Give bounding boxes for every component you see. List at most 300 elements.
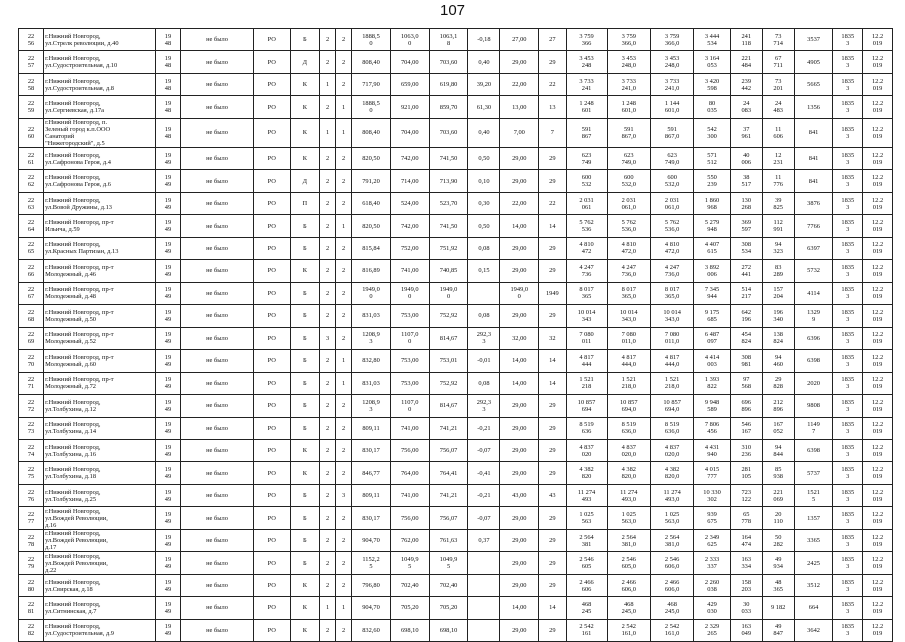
table-cell: 4 431 940 <box>694 439 731 461</box>
table-cell: РО <box>254 305 291 327</box>
table-cell: 2 564 381 <box>566 529 607 551</box>
table-cell: 12.2 019 <box>863 462 893 484</box>
address-cell: г.Нижний Новгород, ул.Толбухина, д.12 <box>44 395 156 417</box>
table-cell: 29,00 <box>500 529 539 551</box>
table-cell: 1107,0 0 <box>390 327 429 349</box>
table-cell: 1949 <box>539 282 566 304</box>
table-cell: 19 49 <box>155 417 180 439</box>
table-cell: 742,00 <box>390 147 429 169</box>
table-cell: 623 749 <box>566 147 607 169</box>
table-cell: 1835 3 <box>833 484 863 506</box>
table-cell: -0,41 <box>468 462 500 484</box>
table-cell: 1835 3 <box>833 619 863 641</box>
table-cell: 2 <box>320 215 336 237</box>
address-cell: г.Нижний Новгород, пр-т Молодежный, д.50 <box>44 305 156 327</box>
table-cell: 2 <box>336 552 352 574</box>
table-cell: 29,00 <box>500 305 539 327</box>
table-cell: 4114 <box>794 282 833 304</box>
table-cell: 2 <box>320 282 336 304</box>
table-cell <box>468 574 500 596</box>
table-cell: 741,21 <box>429 484 468 506</box>
table-cell: Б <box>290 484 320 506</box>
address-cell: г.Нижний Новгород, ул.Судостроительная, д.10 <box>44 51 156 73</box>
table-cell: 1 <box>320 118 336 147</box>
table-cell: 73 201 <box>762 73 794 95</box>
table-cell: 19 48 <box>155 51 180 73</box>
table-cell: Б <box>290 350 320 372</box>
table-cell: 2 <box>320 507 336 529</box>
table-cell: 19 49 <box>155 192 180 214</box>
table-row <box>19 439 893 461</box>
address-cell: г.Нижний Новгород, ул.Толбухина, д.14 <box>44 417 156 439</box>
table-cell: 705,20 <box>429 597 468 619</box>
table-cell: 1 <box>336 597 352 619</box>
table-cell: 50 282 <box>762 529 794 551</box>
table-cell: 2 <box>336 29 352 51</box>
table-cell: 841 <box>794 118 833 147</box>
table-cell: не было <box>181 147 254 169</box>
table-cell: 292,3 3 <box>468 327 500 349</box>
table-cell: 1 521 218 <box>566 372 607 394</box>
table-cell: 2 <box>336 237 352 259</box>
table-cell: 11 776 <box>762 170 794 192</box>
table-cell: 38 517 <box>730 170 762 192</box>
table-cell: 2 <box>320 170 336 192</box>
table-cell: 29 <box>539 260 566 282</box>
table-cell: 22 58 <box>19 73 44 95</box>
table-cell: 2 <box>336 439 352 461</box>
table-cell: 2 <box>336 73 352 95</box>
table-cell: 1835 3 <box>833 170 863 192</box>
table-cell: 8 519 636,0 <box>607 417 650 439</box>
table-cell: 2 <box>336 282 352 304</box>
table-cell: 1835 3 <box>833 439 863 461</box>
table-cell: 3 164 053 <box>694 51 731 73</box>
table-cell: 29 <box>539 395 566 417</box>
table-cell: 27 <box>539 29 566 51</box>
table-cell: РО <box>254 96 291 118</box>
table-cell: 714,00 <box>390 170 429 192</box>
table-cell: 29,00 <box>500 619 539 641</box>
table-cell: 1835 3 <box>833 192 863 214</box>
table-cell: 12.2 019 <box>863 350 893 372</box>
table-cell: 22 64 <box>19 215 44 237</box>
table-row <box>19 73 893 95</box>
table-cell: 7 080 011,0 <box>607 327 650 349</box>
table-cell: 49 847 <box>762 619 794 641</box>
table-cell: 19 49 <box>155 395 180 417</box>
table-cell: 3 759 366,0 <box>650 29 693 51</box>
table-cell: 65 778 <box>730 507 762 529</box>
table-cell: 7 080 011,0 <box>650 327 693 349</box>
table-row <box>19 51 893 73</box>
table-cell: 8 519 636 <box>566 417 607 439</box>
table-cell: Б <box>290 215 320 237</box>
table-cell: 2 <box>320 552 336 574</box>
table-cell: 1 860 968 <box>694 192 731 214</box>
table-cell: 49 934 <box>762 552 794 574</box>
table-cell: 29,00 <box>500 170 539 192</box>
table-cell: 112 991 <box>762 215 794 237</box>
table-cell: 10 014 343,0 <box>650 305 693 327</box>
table-cell: 2 <box>320 29 336 51</box>
table-cell: 13 <box>539 96 566 118</box>
table-cell: 3 <box>320 327 336 349</box>
table-cell: 39,20 <box>468 73 500 95</box>
table-cell: 1835 3 <box>833 237 863 259</box>
table-cell: 814,67 <box>429 395 468 417</box>
address-cell: г.Нижний Новгород, ул.Сергиевская, д.17а <box>44 96 156 118</box>
table-cell: 19 49 <box>155 529 180 551</box>
table-cell: 2 <box>336 395 352 417</box>
table-cell: 12.2 019 <box>863 215 893 237</box>
table-cell: 0,10 <box>468 170 500 192</box>
table-cell: 19 48 <box>155 118 180 147</box>
table-row <box>19 597 893 619</box>
table-cell: 809,11 <box>352 484 391 506</box>
table-cell: 830,17 <box>352 507 391 529</box>
table-cell: 7 345 944 <box>694 282 731 304</box>
table-cell: 29 <box>539 147 566 169</box>
table-row <box>19 29 893 51</box>
table-cell: 429 030 <box>694 597 731 619</box>
table-cell: 29 <box>539 439 566 461</box>
table-cell: 814,67 <box>429 327 468 349</box>
table-cell: 196 340 <box>762 305 794 327</box>
table-row <box>19 147 893 169</box>
table-cell: 752,00 <box>390 237 429 259</box>
table-cell: 2 <box>336 619 352 641</box>
table-cell: 5732 <box>794 260 833 282</box>
table-cell: 3 <box>336 484 352 506</box>
table-cell: 3 892 006 <box>694 260 731 282</box>
table-cell: 1835 3 <box>833 507 863 529</box>
table-cell: К <box>290 147 320 169</box>
table-cell: 591 867 <box>566 118 607 147</box>
table-cell: 22 76 <box>19 484 44 506</box>
table-cell: не было <box>181 552 254 574</box>
table-cell: 0,15 <box>468 260 500 282</box>
table-cell: 659,00 <box>390 73 429 95</box>
table-cell: 97 568 <box>730 372 762 394</box>
table-row <box>19 215 893 237</box>
table-cell: -0,21 <box>468 484 500 506</box>
table-cell: 808,40 <box>352 118 391 147</box>
table-cell: 832,60 <box>352 619 391 641</box>
table-cell: 762,00 <box>390 529 429 551</box>
table-cell: 4 414 003 <box>694 350 731 372</box>
address-cell: г.Нижний Новгород, ул.Толбухина, д.16 <box>44 439 156 461</box>
table-cell: 22 81 <box>19 597 44 619</box>
table-cell: 741,00 <box>390 417 429 439</box>
table-cell: 2020 <box>794 372 833 394</box>
table-cell: 1888,5 0 <box>352 29 391 51</box>
table-cell: 2 <box>320 51 336 73</box>
table-cell: 1835 3 <box>833 305 863 327</box>
table-cell: 1 <box>320 73 336 95</box>
table-row <box>19 417 893 439</box>
table-cell <box>468 282 500 304</box>
table-cell: 22 70 <box>19 350 44 372</box>
table-cell: 19 49 <box>155 260 180 282</box>
table-row <box>19 552 893 574</box>
table-cell: 12.2 019 <box>863 51 893 73</box>
table-cell: 221 069 <box>762 484 794 506</box>
table-cell: 32 <box>539 327 566 349</box>
table-cell: 1835 3 <box>833 529 863 551</box>
table-cell: 2 <box>320 439 336 461</box>
table-cell: 22 80 <box>19 574 44 596</box>
table-cell: 10 014 343,0 <box>607 305 650 327</box>
table-cell: 1949,0 0 <box>500 282 539 304</box>
table-cell: 37 961 <box>730 118 762 147</box>
table-cell: 5 279 948 <box>694 215 731 237</box>
table-cell: 94 844 <box>762 439 794 461</box>
table-cell: Д <box>290 51 320 73</box>
table-cell: 3876 <box>794 192 833 214</box>
table-cell: 29 828 <box>762 372 794 394</box>
table-cell: 12.2 019 <box>863 73 893 95</box>
table-cell: 19 49 <box>155 574 180 596</box>
table-cell: 2425 <box>794 552 833 574</box>
table-cell: 12.2 019 <box>863 372 893 394</box>
table-cell: 1 <box>320 597 336 619</box>
table-cell: 22 68 <box>19 305 44 327</box>
table-cell: 2 333 337 <box>694 552 731 574</box>
table-cell: 29 <box>539 552 566 574</box>
table-cell: 546 167 <box>730 417 762 439</box>
table-cell: 2 546 605,0 <box>607 552 650 574</box>
table-cell: РО <box>254 597 291 619</box>
table-cell: 2 <box>336 529 352 551</box>
table-cell: 741,00 <box>390 260 429 282</box>
table-cell: не было <box>181 170 254 192</box>
address-cell: г.Нижний Новгород, п. Зеленый город к.п.ООО Санаторий "Нижегородский", д.5 <box>44 118 156 147</box>
table-cell: 12.2 019 <box>863 395 893 417</box>
table-cell: 5 762 536,0 <box>607 215 650 237</box>
table-cell: 1 025 563,0 <box>607 507 650 529</box>
table-cell: 808,40 <box>352 51 391 73</box>
table-cell: 550 239 <box>694 170 731 192</box>
table-cell: 2 <box>336 417 352 439</box>
table-cell: 241 118 <box>730 29 762 51</box>
table-cell: Б <box>290 282 320 304</box>
table-cell: 7,00 <box>500 118 539 147</box>
table-cell: 19 49 <box>155 484 180 506</box>
table-cell: 524,00 <box>390 192 429 214</box>
table-cell: 704,00 <box>390 118 429 147</box>
table-cell: 2 260 038 <box>694 574 731 596</box>
table-cell: 8 017 365 <box>566 282 607 304</box>
table-cell: РО <box>254 215 291 237</box>
table-cell: 4 247 736,0 <box>607 260 650 282</box>
table-cell: 4 837 020,0 <box>607 439 650 461</box>
table-cell: 1835 3 <box>833 73 863 95</box>
table-cell: 2 <box>336 170 352 192</box>
table-cell: 1835 3 <box>833 282 863 304</box>
table-cell: 3 733 241,0 <box>650 73 693 95</box>
table-cell: 454 824 <box>730 327 762 349</box>
table-cell: 815,84 <box>352 237 391 259</box>
data-table <box>18 28 893 642</box>
table-cell: 12.2 019 <box>863 597 893 619</box>
table-cell: 32,00 <box>500 327 539 349</box>
table-cell: 29,00 <box>500 147 539 169</box>
table-row <box>19 395 893 417</box>
table-cell: 4 810 472,0 <box>607 237 650 259</box>
table-cell: 292,3 3 <box>468 395 500 417</box>
table-cell: 22 82 <box>19 619 44 641</box>
table-cell: 19 48 <box>155 29 180 51</box>
table-cell: не было <box>181 327 254 349</box>
table-cell: 83 289 <box>762 260 794 282</box>
table-cell: 702,40 <box>390 574 429 596</box>
table-cell: 39 825 <box>762 192 794 214</box>
table-cell: 12.2 019 <box>863 574 893 596</box>
table-cell: 20 110 <box>762 507 794 529</box>
table-cell: 841 <box>794 147 833 169</box>
table-cell: 1 <box>336 96 352 118</box>
table-cell: 1 521 218,0 <box>650 372 693 394</box>
table-cell: РО <box>254 619 291 641</box>
table-cell: не было <box>181 372 254 394</box>
table-cell: 3 759 366,0 <box>607 29 650 51</box>
table-cell: не было <box>181 215 254 237</box>
table-cell: 0,50 <box>468 147 500 169</box>
table-cell: 904,70 <box>352 597 391 619</box>
table-cell: 571 512 <box>694 147 731 169</box>
table-cell: 761,63 <box>429 529 468 551</box>
table-cell: 704,00 <box>390 51 429 73</box>
table-cell: 703,60 <box>429 118 468 147</box>
table-cell: 0,08 <box>468 237 500 259</box>
table-cell: 1356 <box>794 96 833 118</box>
table-cell: 2 <box>320 395 336 417</box>
table-row <box>19 282 893 304</box>
table-cell: 2 <box>320 192 336 214</box>
table-cell: 212 896 <box>762 395 794 417</box>
table-cell: 2 <box>320 417 336 439</box>
table-cell: 29 <box>539 462 566 484</box>
table-cell: 12 231 <box>762 147 794 169</box>
table-cell: 0,08 <box>468 372 500 394</box>
table-cell: 1835 3 <box>833 51 863 73</box>
table-cell: 1835 3 <box>833 147 863 169</box>
table-cell: 741,00 <box>390 484 429 506</box>
table-cell: не было <box>181 484 254 506</box>
table-cell: 19 49 <box>155 170 180 192</box>
table-cell: 831,03 <box>352 305 391 327</box>
table-cell: 1835 3 <box>833 552 863 574</box>
table-cell: 1107,0 0 <box>390 395 429 417</box>
table-cell: 1835 3 <box>833 597 863 619</box>
table-cell: 5 762 536 <box>566 215 607 237</box>
table-cell: 1 <box>336 350 352 372</box>
table-cell: 1049,9 5 <box>429 552 468 574</box>
table-cell: РО <box>254 417 291 439</box>
table-cell: 1 <box>336 372 352 394</box>
table-cell: 22 78 <box>19 529 44 551</box>
address-cell: г.Нижний Новгород, пр-т Молодежный, д.72 <box>44 372 156 394</box>
table-cell: 752,92 <box>429 372 468 394</box>
address-cell: г.Нижний Новгород, ул.Ситнинская, д.7 <box>44 597 156 619</box>
table-cell: РО <box>254 327 291 349</box>
table-cell: 22,00 <box>500 192 539 214</box>
table-cell: 4 382 820 <box>566 462 607 484</box>
table-row <box>19 462 893 484</box>
table-cell: 1888,5 0 <box>352 96 391 118</box>
table-cell: 3 420 598 <box>694 73 731 95</box>
table-cell: 163 334 <box>730 552 762 574</box>
table-cell: 791,20 <box>352 170 391 192</box>
table-cell: 14 <box>539 597 566 619</box>
table-cell: 27,00 <box>500 29 539 51</box>
table-cell: 2 <box>336 51 352 73</box>
table-cell: РО <box>254 507 291 529</box>
table-cell: 19 49 <box>155 439 180 461</box>
table-cell: П <box>290 192 320 214</box>
table-cell: 3512 <box>794 574 833 596</box>
table-cell: 939 675 <box>694 507 731 529</box>
table-cell: 4 382 820,0 <box>607 462 650 484</box>
table-cell: 29 <box>539 529 566 551</box>
table-row <box>19 118 893 147</box>
table-cell: 85 938 <box>762 462 794 484</box>
table-cell: 1949,0 0 <box>390 282 429 304</box>
table-cell: 468 245 <box>566 597 607 619</box>
table-cell: 19 49 <box>155 327 180 349</box>
table-cell: 19 49 <box>155 462 180 484</box>
table-cell: 1063,1 8 <box>429 29 468 51</box>
table-cell: 19 49 <box>155 619 180 641</box>
table-cell: 1 144 601,0 <box>650 96 693 118</box>
table-cell: 1835 3 <box>833 260 863 282</box>
table-cell: 2 <box>336 147 352 169</box>
table-cell: 12.2 019 <box>863 118 893 147</box>
table-row <box>19 192 893 214</box>
table-cell: 9 175 685 <box>694 305 731 327</box>
table-cell: К <box>290 597 320 619</box>
table-cell: не было <box>181 237 254 259</box>
table-cell: 22 65 <box>19 237 44 259</box>
table-cell: 12.2 019 <box>863 147 893 169</box>
table-cell: 14 <box>539 372 566 394</box>
address-cell: г.Нижний Новгород, ул.Вождей Революции, д.22 <box>44 552 156 574</box>
table-cell: 841 <box>794 170 833 192</box>
table-cell: 698,10 <box>390 619 429 641</box>
table-cell: 1 248 601 <box>566 96 607 118</box>
table-cell: 1835 3 <box>833 327 863 349</box>
table-cell: 22 73 <box>19 417 44 439</box>
table-cell: 9 948 589 <box>694 395 731 417</box>
table-cell: Б <box>290 237 320 259</box>
table-cell: 1 025 563 <box>566 507 607 529</box>
table-cell: 4 810 472,0 <box>650 237 693 259</box>
table-cell: не было <box>181 417 254 439</box>
table-cell: РО <box>254 147 291 169</box>
table-cell: 19 49 <box>155 305 180 327</box>
table-row <box>19 260 893 282</box>
table-cell: 4 837 020,0 <box>650 439 693 461</box>
table-cell: 2 <box>320 372 336 394</box>
table-cell: 4 817 444,0 <box>650 350 693 372</box>
table-cell: 11 274 493 <box>566 484 607 506</box>
table-cell: 4 837 020 <box>566 439 607 461</box>
table-cell: 756,07 <box>429 439 468 461</box>
table-cell: 1835 3 <box>833 395 863 417</box>
table-cell: 19 49 <box>155 350 180 372</box>
table-cell: 10 014 343 <box>566 305 607 327</box>
